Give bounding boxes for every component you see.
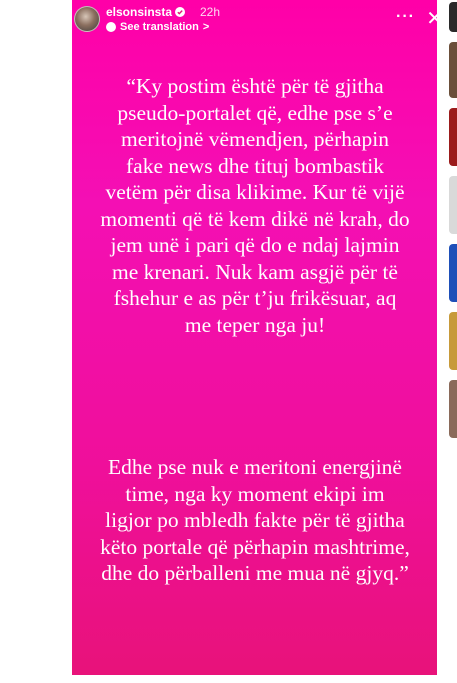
- thumbnail[interactable]: [449, 108, 457, 166]
- thumbnail[interactable]: [449, 380, 457, 438]
- thumbnail[interactable]: [449, 312, 457, 370]
- username[interactable]: [106, 5, 185, 19]
- chevron-right-icon: >: [202, 21, 210, 33]
- avatar[interactable]: [74, 6, 100, 32]
- more-options-icon[interactable]: ···: [396, 8, 415, 25]
- see-translation-link[interactable]: [106, 21, 209, 33]
- post-time: 22h: [200, 5, 221, 19]
- username-text[interactable]: elsonsinsta: [106, 5, 173, 19]
- thumbnail[interactable]: [449, 42, 457, 98]
- translate-icon: [106, 22, 116, 32]
- verified-badge-icon: [175, 7, 185, 17]
- thumbnail[interactable]: [449, 2, 457, 32]
- close-icon[interactable]: ✕: [426, 8, 443, 30]
- story-header: [72, 0, 443, 44]
- thumbnail[interactable]: [449, 244, 457, 302]
- see-translation-label[interactable]: See translation: [120, 21, 199, 33]
- story-text-paragraph-2: Edhe pse nuk e meritoni energjinë time, nga ky moment ekipi im ligjor po mbledh fakte për të gjitha këto portale që përhapin mashtrime, dhe do përballeni me mua në gjyq.”: [100, 455, 410, 585]
- story-text-paragraph-1: “Ky postim është për të gjitha pseudo-portalet që, edhe pse s’e meritojnë vëmendjen, përhapin fake news dhe tituj bombastik vetëm për disa klikime. Kur të vijë momenti që të kem dikë në krah, do jem unë i pari që do e ndaj lajmin me krenari. Nuk kam asgjë për të fshehur e as për t’ju frikësuar, aq me teper nga ju!: [100, 74, 410, 337]
- thumbnail[interactable]: [449, 176, 457, 234]
- story-viewer[interactable]: [72, 0, 443, 675]
